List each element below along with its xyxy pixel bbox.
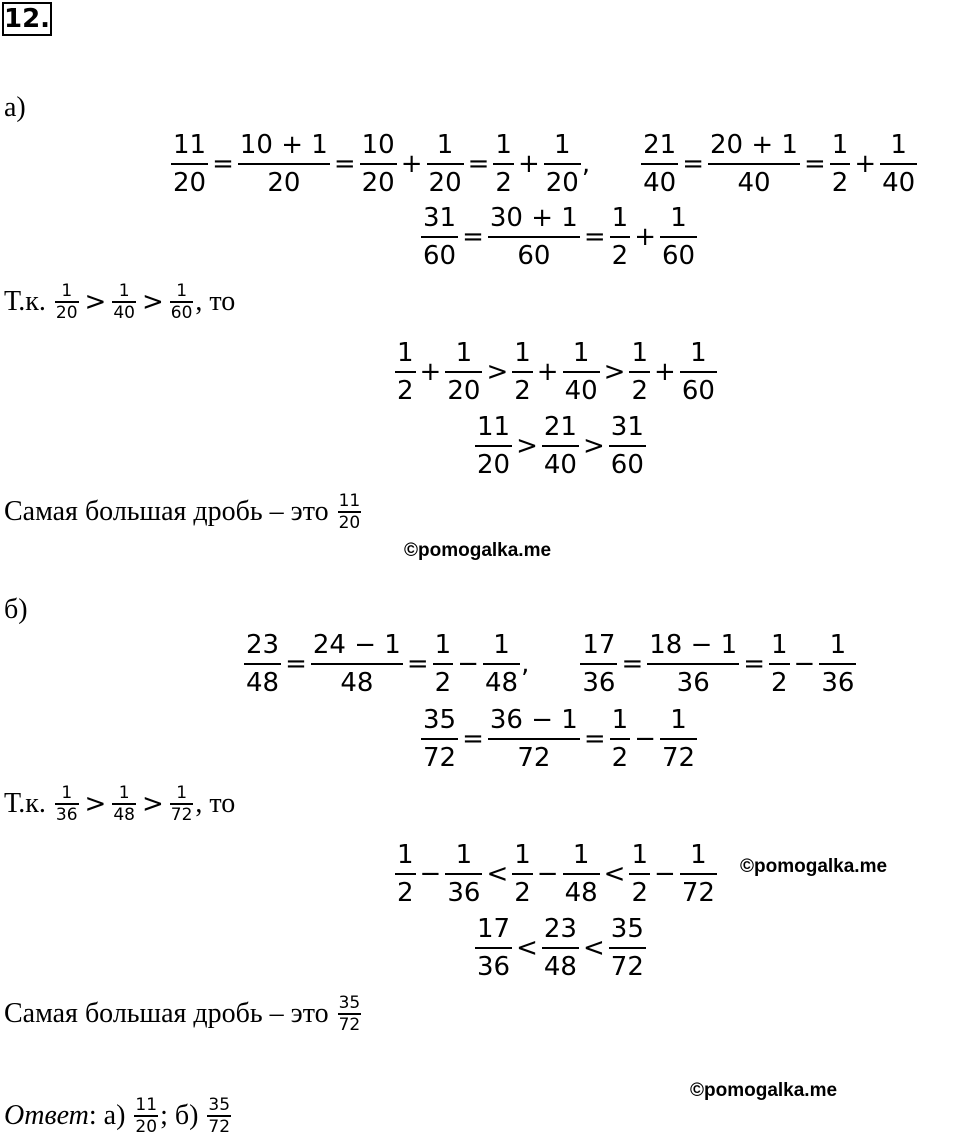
- fraction: [610, 203, 631, 271]
- fraction-bar: [445, 873, 482, 875]
- numerator: 1: [890, 130, 907, 160]
- math-operator: <: [603, 859, 626, 889]
- numerator: 1: [572, 840, 590, 870]
- numerator: 1: [176, 783, 188, 803]
- numerator: 1: [514, 840, 531, 870]
- denominator: 72: [208, 1116, 231, 1137]
- denominator: 48: [543, 952, 577, 982]
- fraction: [421, 705, 458, 773]
- fraction-bar: [512, 873, 533, 875]
- part-b-line1: $\frac{23}{48}$ = $\frac{24 - 1}{48}$ = $\frac{1}{2}$ − $\frac{1}{48}$ , $\frac{17}{36}$ = $\frac{18 - 1}{36}$ = $\frac{1}{2}$ − $\frac{1}{36}$: [246, 630, 855, 698]
- math-operator: =: [467, 149, 490, 179]
- numerator: 1: [118, 783, 130, 803]
- fraction: [830, 130, 851, 198]
- fraction: [609, 412, 646, 480]
- fraction-bar: [542, 445, 579, 447]
- math-operator: +: [419, 357, 442, 387]
- denominator: 20: [55, 302, 78, 323]
- denominator: 48: [340, 668, 374, 698]
- numerator: 10: [361, 130, 395, 160]
- numerator: 35: [208, 1095, 231, 1115]
- denominator: 20: [267, 168, 301, 198]
- watermark: ©pomogalka.me: [740, 856, 888, 877]
- denominator: 2: [631, 878, 649, 908]
- fraction-bar: [488, 738, 580, 740]
- math-operator: =: [462, 222, 484, 252]
- fraction-bar: [610, 236, 631, 238]
- denominator: 48: [113, 804, 135, 825]
- part-a-inequality-1: [394, 338, 718, 406]
- fraction: [544, 130, 581, 198]
- denominator: 2: [831, 168, 849, 198]
- fraction-bar: [680, 371, 717, 373]
- fraction: [244, 630, 281, 698]
- fraction: [880, 130, 917, 198]
- denominator: 72: [661, 743, 696, 773]
- numerator: 11: [173, 130, 207, 160]
- fraction: [311, 630, 403, 698]
- denominator: 2: [611, 241, 629, 271]
- fraction: [542, 914, 579, 982]
- denominator: 20: [338, 512, 361, 533]
- numerator: 1: [176, 281, 188, 301]
- fraction: [395, 338, 416, 406]
- denominator: 40: [113, 302, 135, 323]
- numerator: 1: [572, 338, 590, 368]
- problem-number: 12.: [4, 4, 51, 34]
- numerator: 1: [611, 203, 629, 233]
- fraction-bar: [641, 163, 678, 165]
- small-fraction: [112, 784, 136, 824]
- fraction-bar: [171, 163, 208, 165]
- part-a-line2: [420, 203, 698, 271]
- fraction-bar: [629, 873, 650, 875]
- math-operator: −: [793, 649, 816, 679]
- small-fraction: [55, 784, 79, 824]
- numerator: 11: [338, 491, 361, 511]
- fraction: [660, 203, 697, 271]
- math-operator: =: [803, 149, 826, 179]
- fraction-bar: [493, 163, 514, 165]
- fraction-bar: [360, 163, 397, 165]
- denominator: 2: [514, 376, 531, 406]
- fraction-bar: [580, 663, 617, 665]
- numerator: 1: [455, 840, 473, 870]
- fraction: [660, 705, 697, 773]
- denominator: 20: [135, 1116, 158, 1137]
- fraction-bar: [680, 873, 717, 875]
- fraction: [629, 840, 650, 908]
- math-operator: +: [400, 149, 423, 179]
- numerator: 1: [118, 281, 130, 301]
- fraction-bar: [395, 873, 416, 875]
- denominator: 48: [484, 668, 519, 698]
- numerator: 1: [690, 338, 707, 368]
- denominator: 36: [821, 668, 855, 698]
- math-operator: >: [84, 788, 107, 819]
- fraction-bar: [830, 163, 851, 165]
- math-operator: =: [333, 149, 356, 179]
- numerator: 35: [610, 914, 644, 944]
- denominator: 60: [170, 302, 193, 323]
- fraction: [563, 338, 600, 406]
- numerator: 1: [611, 705, 629, 735]
- fraction: [488, 203, 580, 271]
- denominator: 36: [477, 952, 511, 982]
- math-operator: >: [516, 431, 538, 461]
- part-a-since-line: Т.к. 1 20 > 1 40 > 1 60 , то: [4, 281, 236, 323]
- numerator: 35: [423, 705, 457, 735]
- math-operator: =: [583, 222, 606, 252]
- numerator: 20 + 1: [710, 130, 798, 160]
- math-operator: <: [516, 933, 538, 963]
- numerator: 1: [554, 130, 571, 160]
- fraction: [610, 705, 631, 773]
- fraction: [475, 914, 512, 982]
- fraction-bar: [609, 445, 646, 447]
- denominator: 72: [517, 743, 551, 773]
- math-operator: =: [406, 649, 429, 679]
- numerator: 1: [770, 630, 788, 660]
- numerator: 30 + 1: [489, 203, 578, 233]
- numerator: 21: [643, 130, 677, 160]
- numerator: 1: [397, 338, 414, 368]
- denominator: 72: [338, 1014, 361, 1035]
- small-fraction: [207, 1096, 231, 1136]
- denominator: 48: [246, 668, 280, 698]
- math-operator: >: [84, 286, 107, 317]
- fraction-bar: [819, 663, 856, 665]
- small-fraction: [338, 492, 362, 532]
- math-operator: −: [536, 859, 559, 889]
- fraction: [680, 840, 717, 908]
- denominator: 60: [517, 241, 551, 271]
- part-a-label: а): [4, 92, 26, 123]
- fraction: [395, 840, 416, 908]
- fraction: [427, 130, 464, 198]
- fraction-bar: [542, 947, 579, 949]
- denominator: 60: [661, 241, 696, 271]
- math-operator: >: [141, 788, 164, 819]
- numerator: 23: [543, 914, 577, 944]
- math-operator: >: [603, 357, 626, 387]
- part-a-line1: $\frac{11}{20}$ = $\frac{10 + 1}{20}$ = $\frac{10}{20}$ + $\frac{1}{20}$ = $\frac{1}{2}$ + $\frac{1}{20}$ , $\frac{21}{40}$ = $\frac{20 + 1}{40}$ = $\frac{1}{2}$ + $\frac{1}{40}$: [173, 130, 916, 198]
- part-b-inequality-1: [394, 840, 718, 908]
- numerator: 17: [477, 914, 511, 944]
- math-operator: −: [634, 724, 656, 754]
- denominator: 20: [545, 168, 579, 198]
- fraction-bar: [238, 163, 330, 165]
- math-operator: =: [462, 724, 484, 754]
- numerator: 1: [436, 130, 454, 160]
- denominator: 20: [477, 450, 511, 480]
- fraction: [769, 630, 790, 698]
- denominator: 2: [611, 743, 629, 773]
- denominator: 36: [55, 804, 78, 825]
- denominator: 72: [610, 952, 644, 982]
- denominator: 40: [564, 376, 598, 406]
- fraction-bar: [769, 663, 790, 665]
- numerator: 17: [582, 630, 616, 660]
- fraction-bar: [610, 738, 631, 740]
- denominator: 72: [423, 743, 457, 773]
- small-fraction: [134, 1096, 158, 1136]
- fraction-bar: [512, 371, 533, 373]
- numerator: 1: [61, 281, 73, 301]
- fraction: [819, 630, 856, 698]
- small-fraction: [112, 282, 136, 322]
- fraction-bar: [488, 236, 580, 238]
- numerator: 18 − 1: [649, 630, 738, 660]
- fraction: [445, 840, 482, 908]
- fraction: [609, 914, 646, 982]
- fraction-bar: [427, 163, 464, 165]
- denominator: 40: [882, 168, 916, 198]
- fraction-bar: [311, 663, 403, 665]
- fraction: [421, 203, 458, 271]
- denominator: 2: [770, 668, 788, 698]
- fraction: [493, 130, 514, 198]
- denominator: 40: [643, 168, 677, 198]
- denominator: 36: [676, 668, 710, 698]
- numerator: 1: [829, 630, 847, 660]
- math-operator: >: [486, 357, 509, 387]
- math-operator: +: [536, 357, 559, 387]
- denominator: 60: [610, 450, 644, 480]
- denominator: 2: [514, 878, 531, 908]
- fraction: [512, 338, 533, 406]
- math-operator: <: [582, 933, 605, 963]
- watermark: ©pomogalka.me: [404, 540, 552, 561]
- numerator: 1: [631, 840, 649, 870]
- fraction: [563, 840, 600, 908]
- numerator: 24 − 1: [312, 630, 401, 660]
- fraction-bar: [483, 663, 520, 665]
- math-operator: =: [621, 649, 644, 679]
- fraction-bar: [421, 738, 458, 740]
- numerator: 35: [338, 993, 361, 1013]
- fraction-bar: [475, 445, 512, 447]
- fraction-bar: [433, 663, 454, 665]
- math-operator: <: [486, 859, 509, 889]
- numerator: 11: [135, 1095, 158, 1115]
- math-operator: −: [419, 859, 442, 889]
- fraction-bar: [395, 371, 416, 373]
- numerator: 1: [831, 130, 849, 160]
- denominator: 20: [173, 168, 207, 198]
- denominator: 60: [423, 241, 457, 271]
- denominator: 72: [681, 878, 715, 908]
- small-fraction: [170, 784, 194, 824]
- watermark: ©pomogalka.me: [690, 1080, 838, 1101]
- numerator: 1: [455, 338, 473, 368]
- fraction: [641, 130, 678, 198]
- denominator: 2: [397, 376, 414, 406]
- denominator: 48: [564, 878, 598, 908]
- numerator: 11: [477, 412, 511, 442]
- fraction-bar: [880, 163, 917, 165]
- denominator: 2: [397, 878, 414, 908]
- numerator: 1: [495, 130, 512, 160]
- math-operator: >: [582, 431, 605, 461]
- fraction: [542, 412, 579, 480]
- small-fraction: [338, 994, 362, 1034]
- fraction: [629, 338, 650, 406]
- numerator: 1: [670, 203, 687, 233]
- denominator: 2: [495, 168, 512, 198]
- fraction: [475, 412, 512, 480]
- denominator: 72: [170, 804, 193, 825]
- denominator: 20: [361, 168, 395, 198]
- answer-label: Ответ: [4, 1099, 89, 1131]
- part-a-conclusion: Самая большая дробь – это 11 20: [4, 491, 361, 533]
- fraction: [680, 338, 717, 406]
- numerator: 1: [397, 840, 414, 870]
- denominator: 2: [434, 668, 452, 698]
- small-fraction: [55, 282, 79, 322]
- part-a-inequality-2: [474, 412, 647, 480]
- fraction: [647, 630, 739, 698]
- fraction-bar: [563, 371, 600, 373]
- fraction-bar: [563, 873, 600, 875]
- numerator: 1: [493, 630, 510, 660]
- denominator: 2: [631, 376, 649, 406]
- numerator: 1: [690, 840, 707, 870]
- fraction: [238, 130, 330, 198]
- fraction-bar: [647, 663, 739, 665]
- fraction: [171, 130, 208, 198]
- denominator: 36: [582, 668, 616, 698]
- fraction-bar: [609, 947, 646, 949]
- math-operator: =: [285, 649, 307, 679]
- denominator: 20: [447, 376, 481, 406]
- numerator: 31: [610, 412, 644, 442]
- math-operator: −: [457, 649, 479, 679]
- math-operator: +: [517, 149, 540, 179]
- part-b-inequality-2: [474, 914, 647, 982]
- math-operator: +: [654, 357, 676, 387]
- fraction-bar: [629, 371, 650, 373]
- small-fraction: [170, 282, 194, 322]
- fraction-bar: [445, 371, 482, 373]
- fraction: [488, 705, 580, 773]
- numerator: 31: [423, 203, 457, 233]
- part-b-since-line: Т.к. 1 36 > 1 48 > 1 72 , то: [4, 783, 236, 825]
- fraction-bar: [475, 947, 512, 949]
- numerator: 1: [61, 783, 73, 803]
- part-b-conclusion: Самая большая дробь – это 35 72: [4, 993, 361, 1035]
- math-operator: =: [743, 649, 765, 679]
- numerator: 21: [543, 412, 577, 442]
- math-operator: =: [212, 149, 234, 179]
- fraction: [708, 130, 800, 198]
- math-operator: −: [654, 859, 676, 889]
- fraction-bar: [544, 163, 581, 165]
- numerator: 1: [434, 630, 452, 660]
- part-b-line2: [420, 705, 698, 773]
- fraction-bar: [708, 163, 800, 165]
- math-operator: +: [854, 149, 877, 179]
- math-operator: =: [682, 149, 705, 179]
- numerator: 10 + 1: [239, 130, 328, 160]
- numerator: 1: [670, 705, 687, 735]
- denominator: 60: [681, 376, 715, 406]
- numerator: 1: [631, 338, 649, 368]
- fraction: [580, 630, 617, 698]
- denominator: 20: [428, 168, 462, 198]
- numerator: 36 − 1: [489, 705, 578, 735]
- math-operator: =: [583, 724, 606, 754]
- fraction: [483, 630, 520, 698]
- fraction-bar: [244, 663, 281, 665]
- math-operator: >: [141, 286, 164, 317]
- denominator: 40: [543, 450, 577, 480]
- denominator: 36: [447, 878, 481, 908]
- fraction-bar: [660, 236, 697, 238]
- fraction: [512, 840, 533, 908]
- math-operator: +: [634, 222, 656, 252]
- numerator: 23: [246, 630, 280, 660]
- fraction-bar: [660, 738, 697, 740]
- fraction: [433, 630, 454, 698]
- fraction: [360, 130, 397, 198]
- answer-line: Ответ : а) 11 20 ; б) 35 72: [4, 1095, 231, 1137]
- part-b-label: б): [4, 594, 28, 625]
- fraction: [445, 338, 482, 406]
- numerator: 1: [514, 338, 531, 368]
- fraction-bar: [421, 236, 458, 238]
- denominator: 40: [737, 168, 771, 198]
